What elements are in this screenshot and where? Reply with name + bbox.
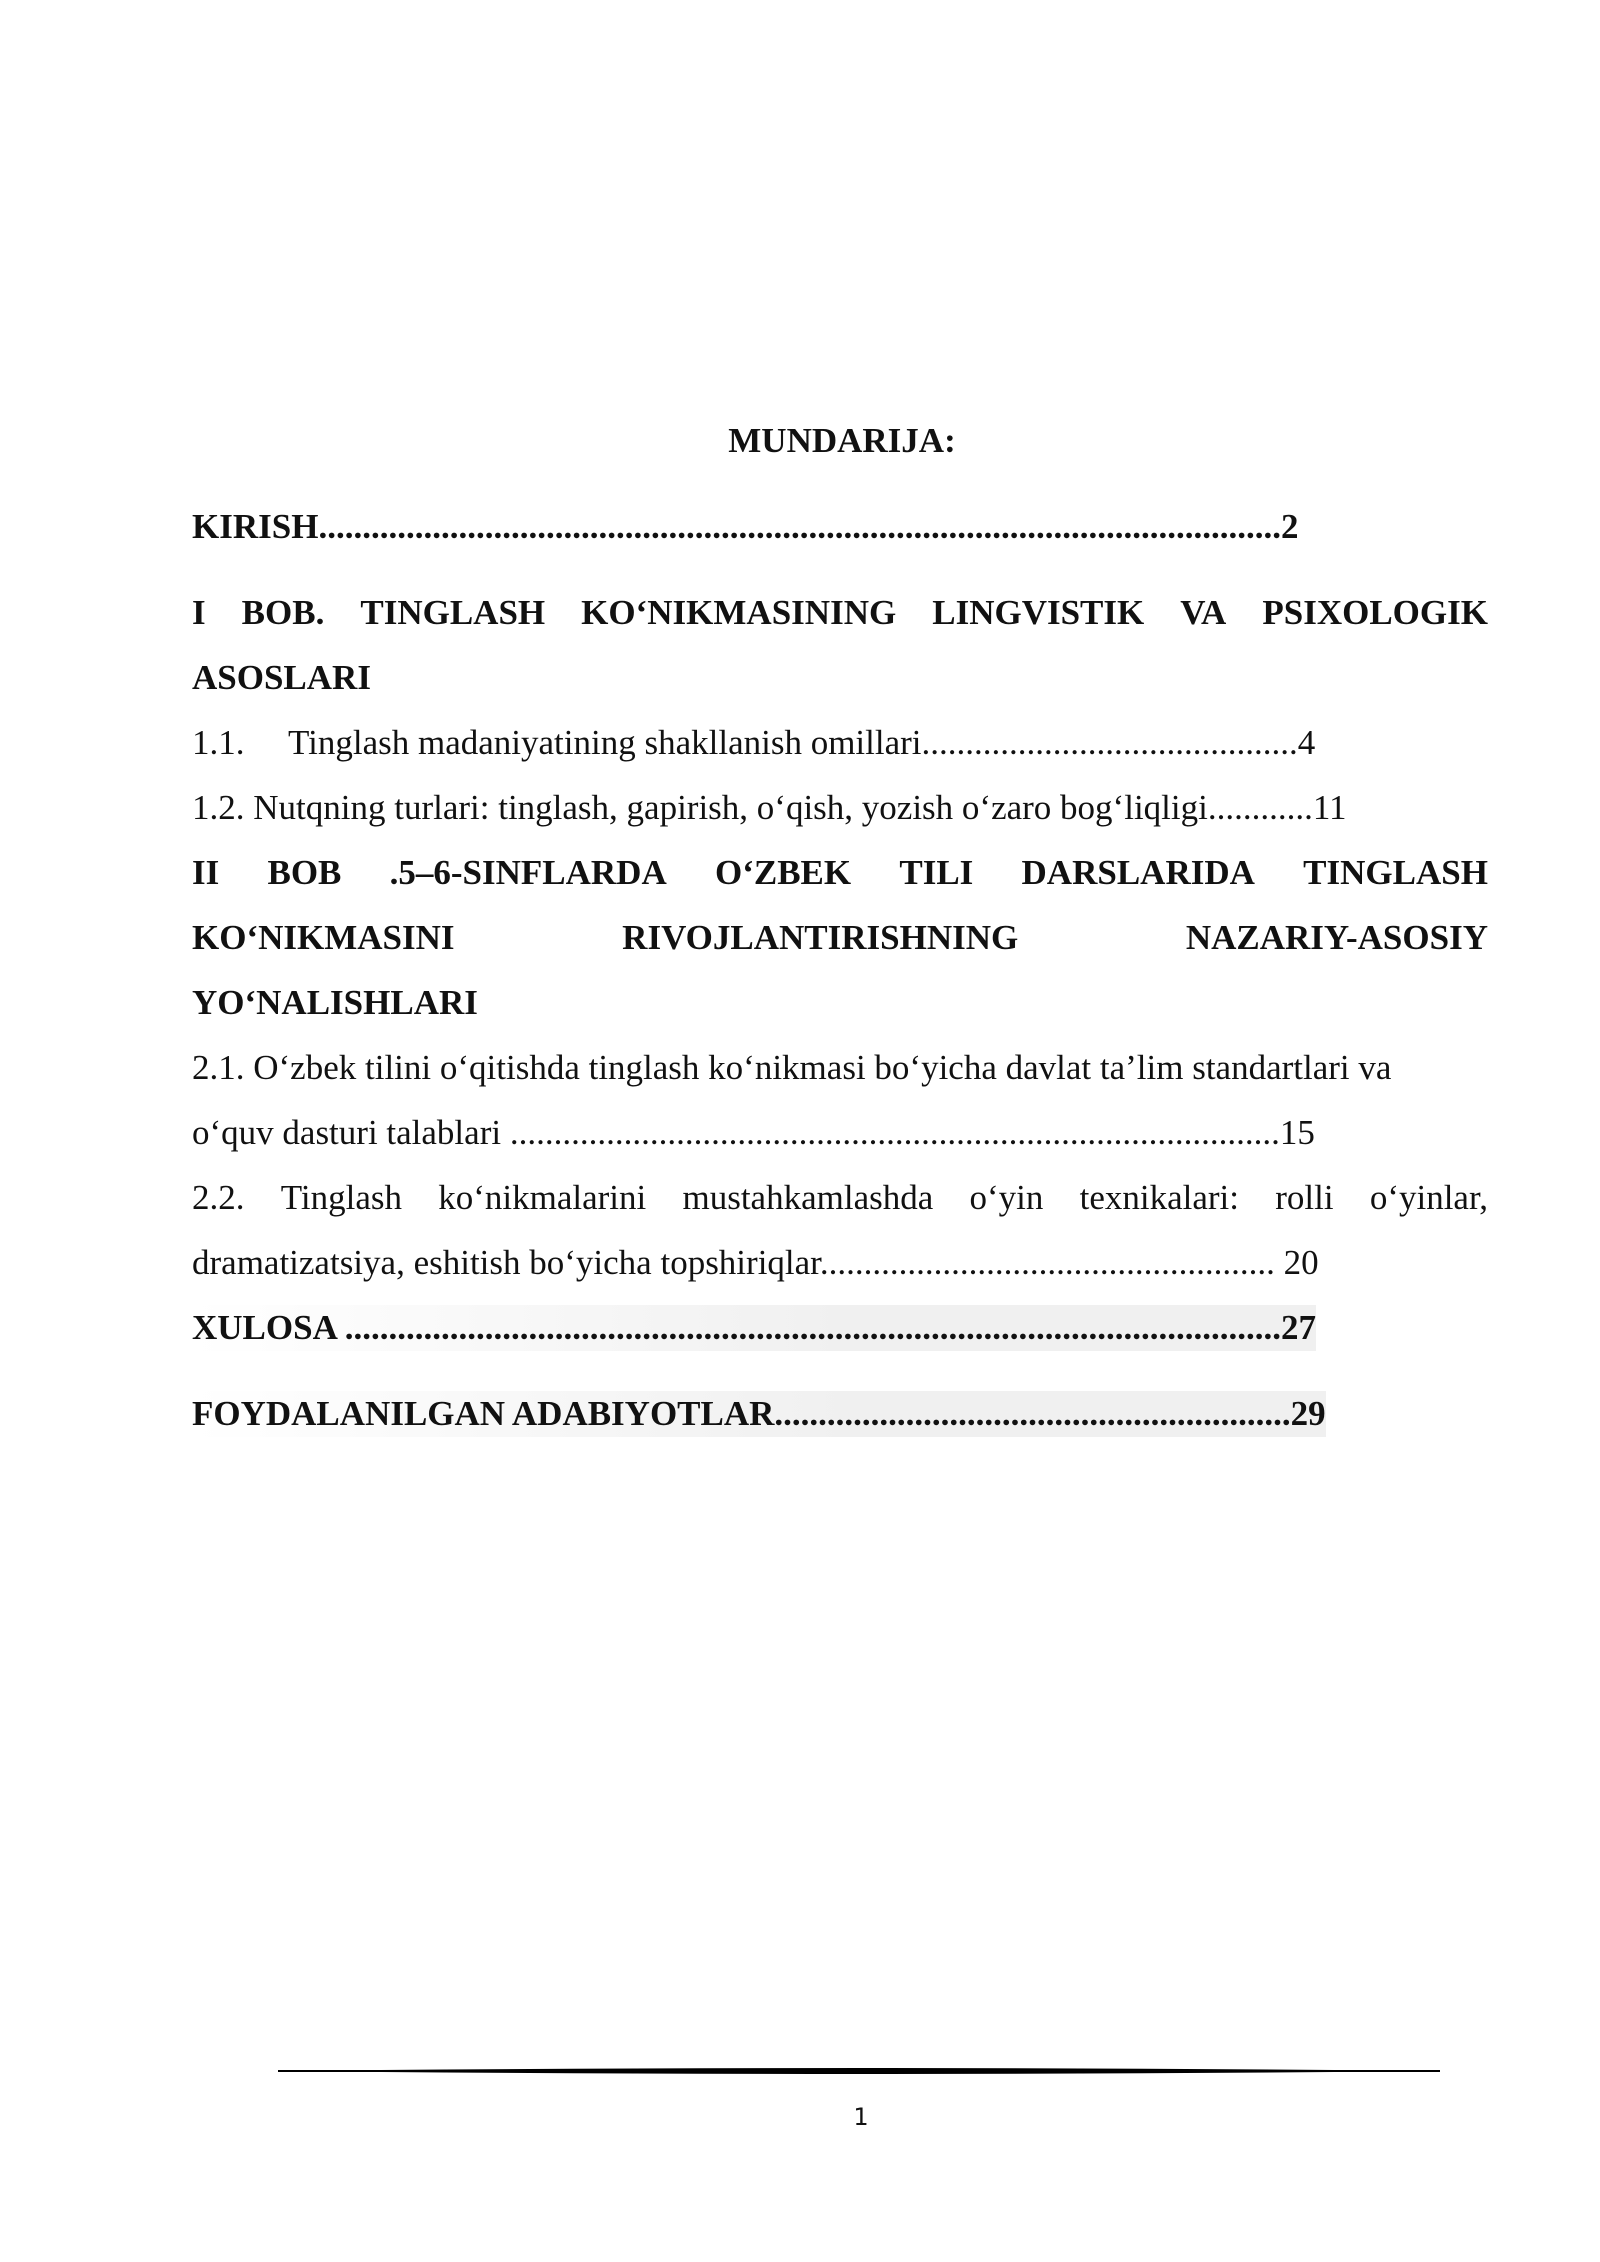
toc-chapter-2-line-3[interactable]: YO‘NALISHLARI xyxy=(192,983,478,1022)
toc-leader-dots: ........................................................................................ xyxy=(509,1113,1280,1152)
page-number: 1 xyxy=(853,2103,869,2131)
toc-entry-number: 1.1. xyxy=(192,723,245,762)
toc-entry-1-1[interactable] xyxy=(192,720,1315,766)
toc-page-number: 27 xyxy=(1280,1308,1316,1347)
toc-entry-text: XULOSA xyxy=(192,1308,345,1347)
word: Tinglash xyxy=(280,1178,402,1217)
toc-leader-dots: ........................................... xyxy=(921,723,1298,762)
toc-page-number: 20 xyxy=(1274,1243,1319,1282)
word: .5–6-SINFLARDA xyxy=(389,853,667,892)
word: o‘yin xyxy=(969,1178,1044,1217)
word: 2.2. xyxy=(192,1178,245,1217)
toc-entry-text: dramatizatsiya, eshitish bo‘yicha topshiriqlar xyxy=(192,1243,820,1282)
word: o‘yinlar, xyxy=(1369,1178,1488,1217)
toc-page-number: 2 xyxy=(1280,507,1299,546)
word: BOB. xyxy=(241,593,325,632)
toc-leader-dots: ........................................................................................................... xyxy=(344,1308,1281,1347)
word: NAZARIY-ASOSIY xyxy=(1185,918,1488,957)
word: RIVOJLANTIRISHNING xyxy=(622,918,1019,957)
word: LINGVISTIK xyxy=(932,593,1145,632)
toc-entry-text: KIRISH xyxy=(192,507,319,546)
word: BOB xyxy=(267,853,342,892)
word: rolli xyxy=(1275,1178,1334,1217)
word: mustahkamlashda xyxy=(682,1178,934,1217)
word: II xyxy=(192,853,220,892)
toc-entry-kirish[interactable] xyxy=(192,504,1298,550)
toc-entry-2-2-line-2[interactable] xyxy=(192,1240,1319,1286)
toc-chapter-2-line-2[interactable] xyxy=(192,915,1488,961)
toc-entry-text: 1.2. Nutqning turlari: tinglash, gapirish, o‘qish, yozish o‘zaro bog‘liqligi xyxy=(192,788,1208,827)
word: TILI xyxy=(899,853,974,892)
toc-title: MUNDARIJA: xyxy=(728,421,956,460)
toc-entry-text: 2.1. O‘zbek tilini o‘qitishda tinglash ko‘nikmasi bo‘yicha davlat ta’lim standartlari va xyxy=(192,1048,1392,1087)
word: VA xyxy=(1180,593,1227,632)
word: O‘ZBEK xyxy=(714,853,852,892)
toc-entry-2-1-line-2[interactable] xyxy=(192,1110,1315,1156)
toc-entry-text: Tinglash madaniyatining shakllanish omillari xyxy=(288,723,922,762)
word: TINGLASH xyxy=(1303,853,1488,892)
word: KO‘NIKMASINING xyxy=(581,593,897,632)
word: texnikalari: xyxy=(1079,1178,1240,1217)
word: I xyxy=(192,593,206,632)
toc-page-number: 4 xyxy=(1297,723,1316,762)
footer-divider xyxy=(278,2064,1440,2078)
toc-entry-adabiyotlar[interactable] xyxy=(192,1391,1326,1437)
toc-page-number: 11 xyxy=(1312,788,1347,827)
word: TINGLASH xyxy=(360,593,546,632)
toc-page-number: 15 xyxy=(1279,1113,1315,1152)
word: DARSLARIDA xyxy=(1021,853,1255,892)
toc-entry-2-2-line-1[interactable] xyxy=(192,1175,1488,1221)
word: ko‘nikmalarini xyxy=(438,1178,647,1217)
toc-page-number: 29 xyxy=(1290,1394,1326,1433)
toc-chapter-1-line-2[interactable]: ASOSLARI xyxy=(192,658,371,697)
toc-leader-dots: ........................................................... xyxy=(774,1394,1291,1433)
toc-leader-dots: .............................................................................................................. xyxy=(318,507,1281,546)
toc-chapter-2-line-1[interactable] xyxy=(192,850,1488,896)
word: KO‘NIKMASINI xyxy=(192,918,455,957)
toc-entry-1-2[interactable] xyxy=(192,785,1347,831)
toc-leader-dots: .................................................... xyxy=(819,1243,1275,1282)
toc-leader-dots: ............ xyxy=(1207,788,1313,827)
word: PSIXOLOGIK xyxy=(1262,593,1488,632)
toc-entry-2-1-line-1[interactable] xyxy=(192,1045,1488,1091)
toc-entry-xulosa[interactable] xyxy=(192,1305,1316,1351)
toc-chapter-1-line-1[interactable] xyxy=(192,590,1488,636)
toc-entry-text: o‘quv dasturi talablari xyxy=(192,1113,510,1152)
toc-entry-text: FOYDALANILGAN ADABIYOTLAR xyxy=(192,1394,775,1433)
